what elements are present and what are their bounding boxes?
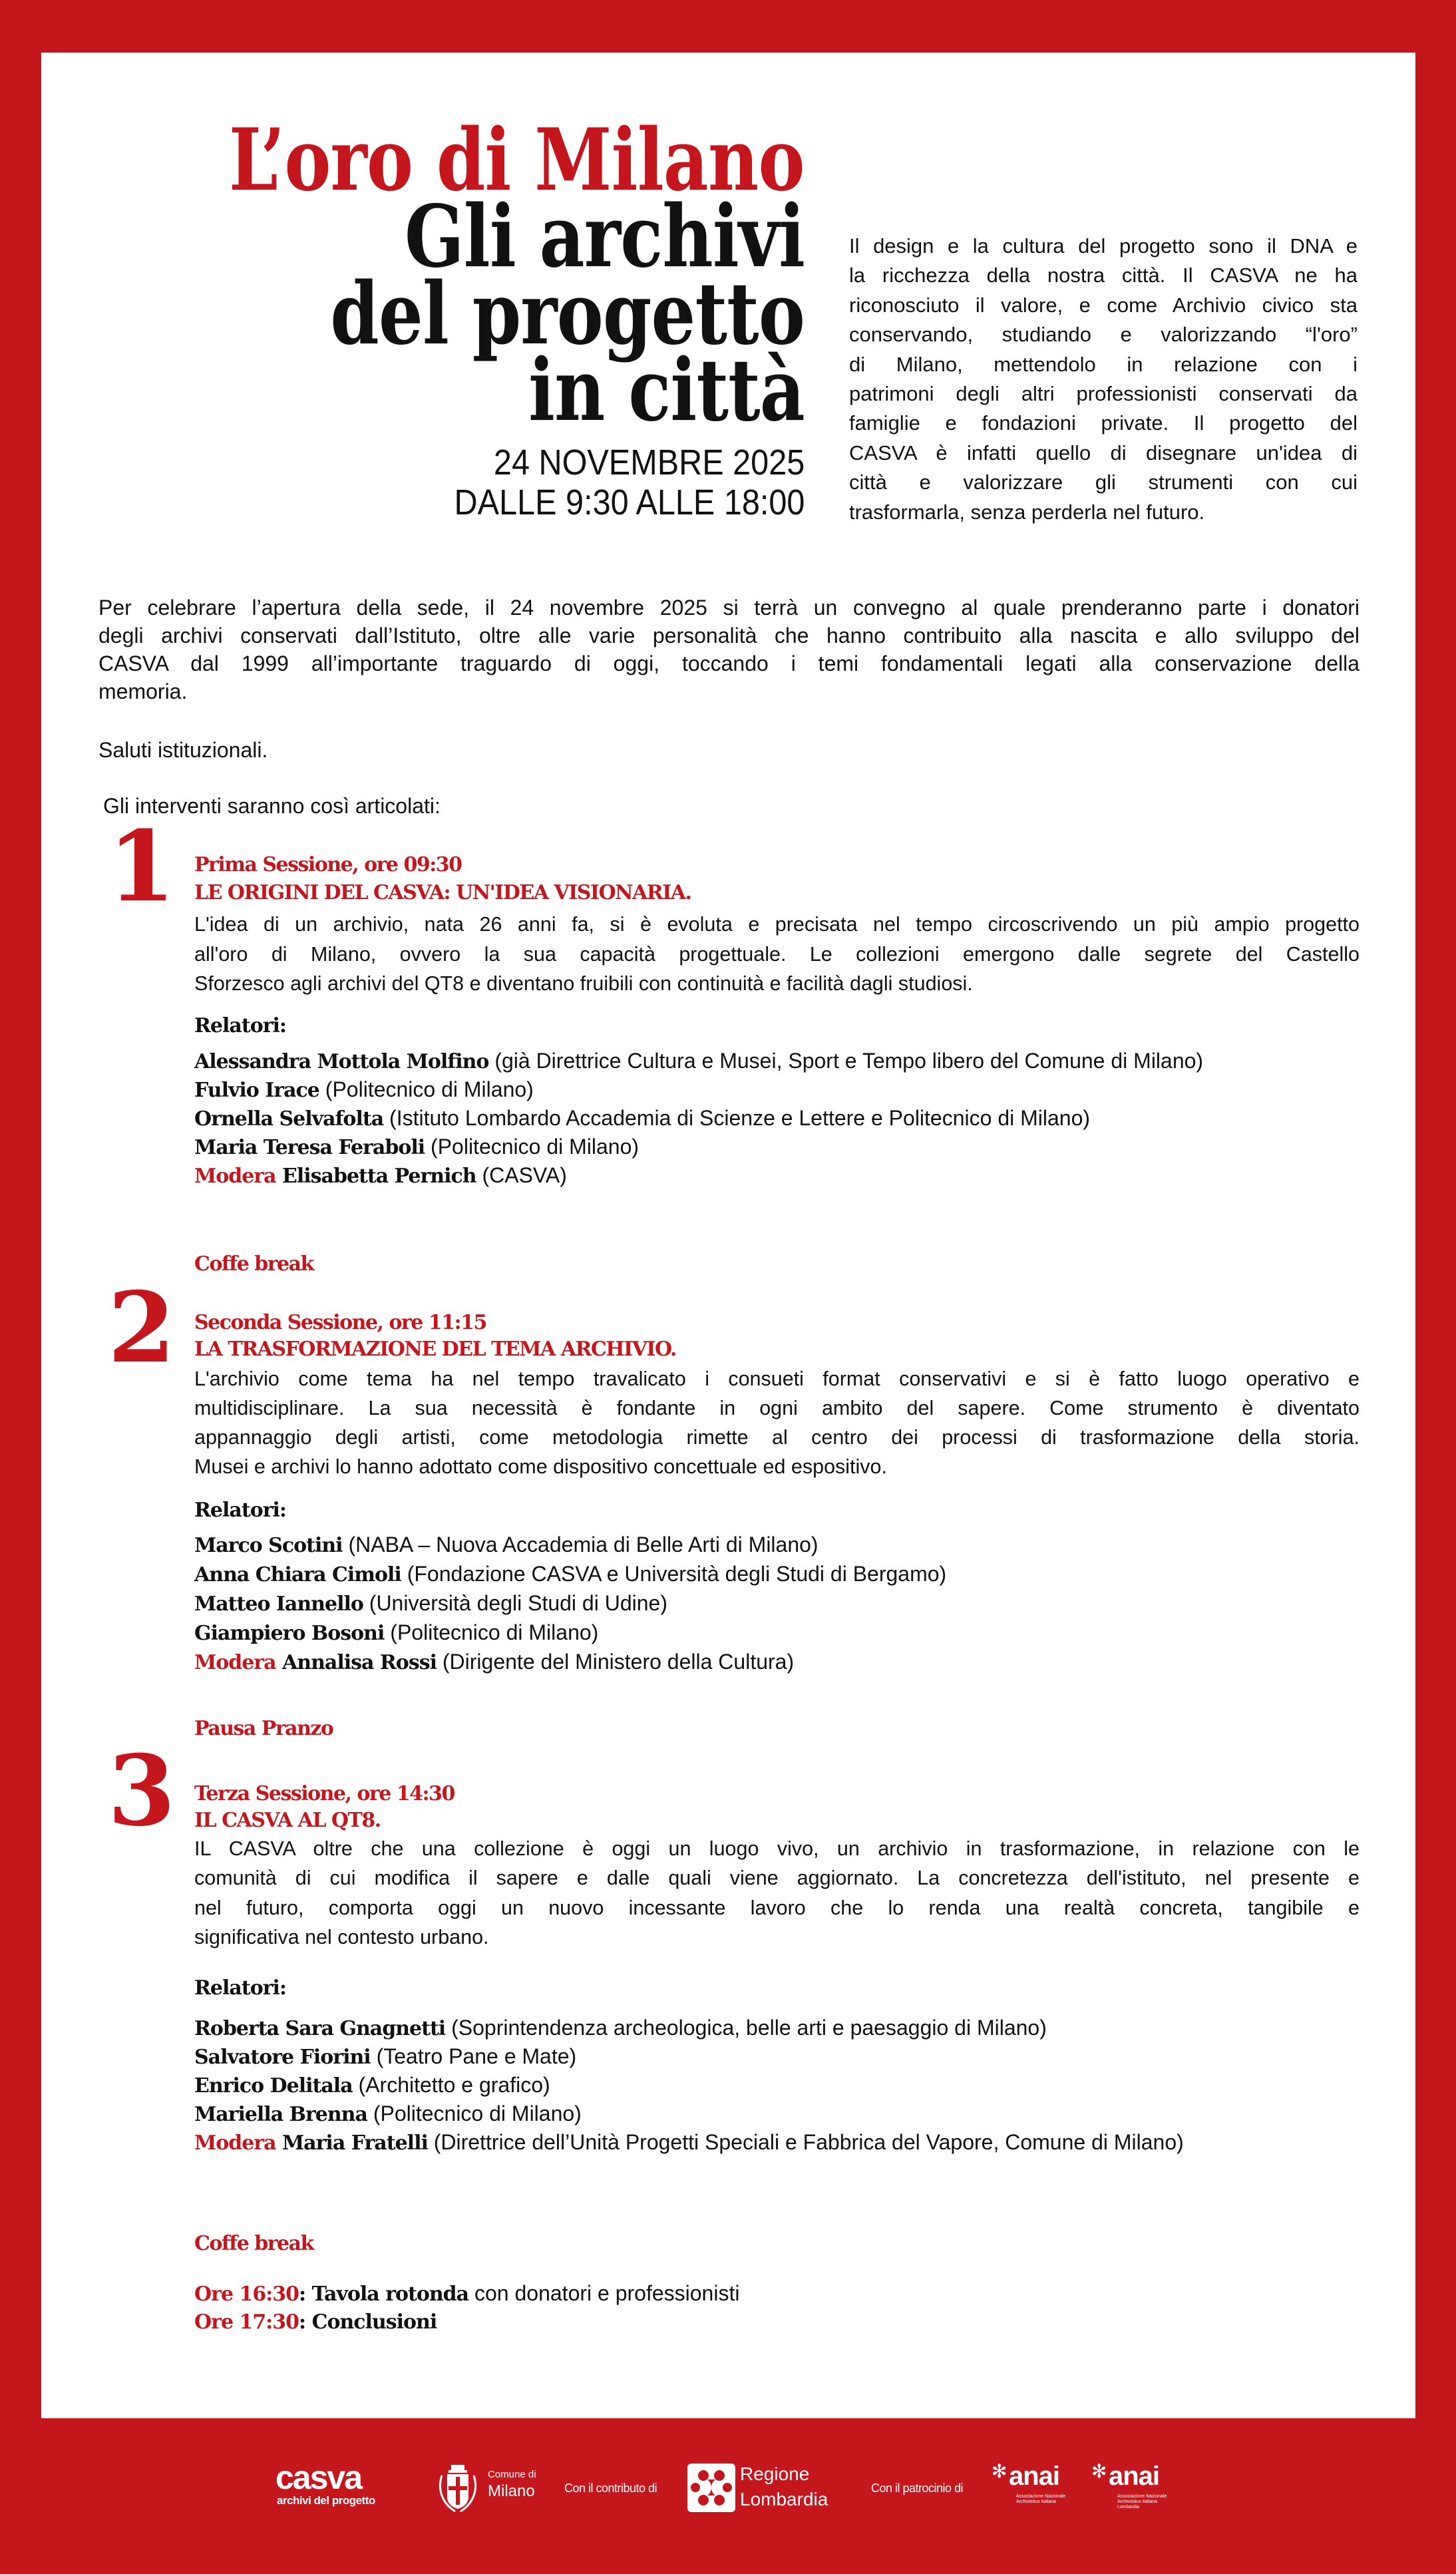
text-line: patrimoni degli altri professionisti conservati da <box>849 382 1358 405</box>
closing-time: Ore 16:30 <box>194 2283 299 2306</box>
speaker-affiliation: (Istituto Lombardo Accademia di Scienze e Lettere e Politecnico di Milano) <box>383 1106 1091 1130</box>
speaker-affiliation: (Università degli Studi di Udine) <box>363 1591 667 1615</box>
moderator-affiliation: (Dirigente del Ministero della Cultura) <box>437 1650 795 1674</box>
session-heading: Prima Sessione, ore 09:30 <box>194 853 462 876</box>
speaker-name: Marco Scotini <box>194 1534 343 1557</box>
speaker-item <box>194 1046 1203 1075</box>
speaker-affiliation: (Fondazione CASVA e Università degli Studi di Bergamo) <box>401 1562 947 1586</box>
text-line: significativa nel contesto urbano. <box>194 1925 489 1948</box>
milan-coat-of-arms-icon <box>434 2462 482 2514</box>
speaker-item <box>194 2070 550 2100</box>
session-number: 1 <box>108 810 176 924</box>
speaker-item <box>194 2013 1047 2042</box>
speaker-name: Salvatore Fiorini <box>194 2046 371 2069</box>
moderator-affiliation: (Direttrice dell’Unità Progetti Speciali e Fabbrica del Vapore, Comune di Milano) <box>427 2130 1184 2154</box>
text-line: L'archivio come tema ha nel tempo travalicato i consueti format conservativi e si è fatto luogo operativo e <box>194 1368 1360 1390</box>
anai-sub-2a: Associazione Nazionale <box>1117 2494 1167 2499</box>
text-line: città e valorizzare gli strumenti con cui <box>849 470 1358 494</box>
speaker-item <box>194 1075 534 1104</box>
anai-logo-2: anai <box>1109 2462 1160 2491</box>
relatori-label: Relatori: <box>194 1976 286 2000</box>
speaker-name: Enrico Delitala <box>194 2074 353 2098</box>
casva-logo: casva <box>275 2459 362 2496</box>
text-line: riconosciuto il valore, e come Archivio civico sta <box>849 293 1358 317</box>
speaker-affiliation: (Architetto e grafico) <box>352 2073 550 2097</box>
text-line: comunità di cui modifica il sapere e dalle quali viene aggiornato. La concretezza dell'istituto, nel presente e <box>194 1867 1360 1890</box>
text-line: CASVA è infatti quello di disegnare un'idea di <box>849 441 1358 464</box>
closing-time: Ore 17:30 <box>194 2310 299 2334</box>
text-line: la ricchezza della nostra città. Il CASVA ne ha <box>849 264 1358 287</box>
comune-line1: Comune di <box>488 2469 536 2480</box>
text-line: all'oro di Milano, ovvero la sua capacità progettuale. Le collezioni emergono dalle segrete del Castello <box>194 942 1360 966</box>
text-line: conservando, studiando e valorizzando “l'oro” <box>849 323 1358 347</box>
text-line: Per celebrare l’apertura della sede, il 24 novembre 2025 si terrà un convegno al quale prenderanno parte i donatori <box>98 596 1360 620</box>
regione-line1: Regione <box>740 2464 810 2484</box>
moderator-item <box>194 1161 567 1190</box>
speaker-item <box>194 1588 667 1618</box>
closing-item-1 <box>194 2279 739 2308</box>
speaker-name: Matteo Iannello <box>194 1592 363 1616</box>
event-date: 24 NOVEMBRE 2025 <box>493 443 805 482</box>
text-line: famiglie e fondazioni private. Il progetto del <box>849 411 1358 435</box>
anai-sub-2b: Archivistica Italiana <box>1117 2499 1157 2504</box>
title-line-1: Gli archivi <box>404 187 805 287</box>
anai-emblem-icon: ✻ <box>992 2461 1007 2482</box>
text-line: di Milano, mettendolo in relazione con i <box>849 352 1358 376</box>
moderator-label: Modera <box>194 1165 276 1188</box>
moderator-item <box>194 1647 794 1676</box>
speaker-affiliation: (NABA – Nuova Accademia di Belle Arti di Milano) <box>342 1533 819 1557</box>
moderator-affiliation: (CASVA) <box>476 1163 567 1187</box>
speaker-affiliation: (Politecnico di Milano) <box>425 1135 639 1159</box>
moderator-label: Modera <box>194 2131 276 2155</box>
moderator-name: Elisabetta Pernich <box>275 1165 476 1188</box>
text-line: degli archivi conservati dall’Istituto, oltre alle varie personalità che hanno contribuito alla nascita e allo sviluppo del <box>98 624 1360 647</box>
lunch-break: Pausa Pranzo <box>194 1717 333 1740</box>
speaker-affiliation: (Teatro Pane e Mate) <box>370 2044 577 2068</box>
anai-sub-1a: Associazione Nazionale <box>1016 2494 1066 2499</box>
closing-item-2 <box>194 2306 437 2336</box>
text-line: L'idea di un archivio, nata 26 anni fa, si è evoluta e precisata nel tempo circoscrivendo un più ampio progetto <box>194 913 1360 936</box>
coffee-break-2: Coffe break <box>194 2232 313 2255</box>
casva-tagline: archivi del progetto <box>277 2494 375 2507</box>
text-line: Il design e la cultura del progetto sono il DNA e <box>849 234 1358 258</box>
coffee-break-1: Coffe break <box>194 1252 313 1276</box>
speaker-affiliation: (Politecnico di Milano) <box>319 1077 534 1101</box>
patrocinio-label: Con il patrocinio di <box>871 2482 964 2495</box>
event-time: DALLE 9:30 ALLE 18:00 <box>454 482 805 522</box>
moderator-name: Maria Fratelli <box>275 2131 428 2155</box>
speaker-name: Giampiero Bosoni <box>194 1622 385 1645</box>
speaker-item <box>194 2042 576 2071</box>
session-heading: Terza Sessione, ore 14:30 <box>194 1782 455 1805</box>
speaker-item <box>194 1132 639 1161</box>
anai-logo-1: anai <box>1009 2462 1060 2491</box>
speaker-name: Ornella Selvafolta <box>194 1107 384 1131</box>
speaker-item <box>194 1618 598 1647</box>
closing-title: Tavola rotonda <box>311 2283 469 2306</box>
text-line: appannaggio degli artisti, come metodologia rimette al centro dei processi di trasformazione della storia. <box>194 1426 1360 1449</box>
saluti-text: Saluti istituzionali. <box>98 738 268 762</box>
speaker-item <box>194 1103 1090 1133</box>
closing-title: Conclusioni <box>311 2310 437 2334</box>
regione-line2: Lombardia <box>740 2489 828 2509</box>
speaker-item <box>194 1559 946 1588</box>
text-line: IL CASVA oltre che una collezione è oggi un luogo vivo, un archivio in trasformazione, in relazione con le <box>194 1837 1360 1860</box>
relatori-label: Relatori: <box>194 1499 286 1522</box>
text-line: nel futuro, comporta oggi un nuovo incessante lavoro che lo renda una realtà concreta, tangibile e <box>194 1896 1360 1919</box>
text-line: CASVA dal 1999 all’importante traguardo di oggi, toccando i temi fondamentali legati alla conservazione della <box>98 651 1360 675</box>
speaker-affiliation: (Politecnico di Milano) <box>367 2102 582 2125</box>
text-line: Musei e archivi lo hanno adottato come dispositivo concettuale ed espositivo. <box>194 1455 887 1478</box>
speaker-name: Maria Teresa Feraboli <box>194 1136 425 1159</box>
speaker-name: Anna Chiara Cimoli <box>194 1563 401 1586</box>
closing-sep: : <box>299 2283 312 2306</box>
comune-line2: Milano <box>488 2482 535 2500</box>
closing-rest: con donatori e professionisti <box>468 2281 740 2305</box>
session-title: LE ORIGINI DEL CASVA: UN'IDEA VISIONARIA. <box>194 881 691 904</box>
title-line-2: del progetto <box>330 264 805 364</box>
relatori-label: Relatori: <box>194 1014 286 1037</box>
title-red: L’oro di Milano <box>229 110 805 210</box>
text-line: trasformarla, senza perderla nel futuro. <box>849 500 1205 524</box>
speaker-affiliation: (già Direttrice Cultura e Musei, Sport e Tempo libero del Comune di Milano) <box>488 1049 1204 1073</box>
anai-sub-1b: Archivistica Italiana <box>1016 2499 1056 2504</box>
speaker-name: Mariella Brenna <box>194 2103 367 2126</box>
text-line: memoria. <box>98 679 188 703</box>
speaker-name: Alessandra Mottola Molfino <box>194 1050 489 1073</box>
anai-sub-2c: Lombardia <box>1117 2505 1140 2509</box>
title-line-3: in città <box>528 341 805 441</box>
speaker-item <box>194 1530 819 1559</box>
session-number: 3 <box>108 1734 176 1848</box>
speaker-affiliation: (Politecnico di Milano) <box>384 1620 599 1644</box>
session-heading: Seconda Sessione, ore 11:15 <box>194 1311 486 1334</box>
moderator-name: Annalisa Rossi <box>275 1651 437 1674</box>
anai-emblem-icon: ✻ <box>1091 2461 1107 2482</box>
text-line: Sforzesco agli archivi del QT8 e diventano fruibili con continuità e facilità dagli studiosi. <box>194 972 973 995</box>
speaker-affiliation: (Soprintendenza archeologica, belle arti e paesaggio di Milano) <box>445 2016 1047 2040</box>
moderator-label: Modera <box>194 1651 276 1674</box>
session-title: LA TRASFORMAZIONE DEL TEMA ARCHIVIO. <box>194 1338 676 1361</box>
contributo-label: Con il contributo di <box>564 2482 657 2495</box>
session-number: 2 <box>108 1271 176 1385</box>
session-title: IL CASVA AL QT8. <box>194 1809 381 1832</box>
closing-sep: : <box>299 2310 312 2334</box>
interventi-text: Gli interventi saranno così articolati: <box>103 794 441 818</box>
text-line: multidisciplinare. La sua necessità è fondante in ogni ambito del sapere. Come strumento è diventato <box>194 1397 1360 1419</box>
rosa-camuna-icon <box>687 2464 735 2512</box>
speaker-name: Fulvio Irace <box>194 1079 319 1102</box>
speaker-name: Roberta Sara Gnagnetti <box>194 2017 446 2040</box>
moderator-item <box>194 2127 1184 2157</box>
speaker-item <box>194 2099 582 2128</box>
